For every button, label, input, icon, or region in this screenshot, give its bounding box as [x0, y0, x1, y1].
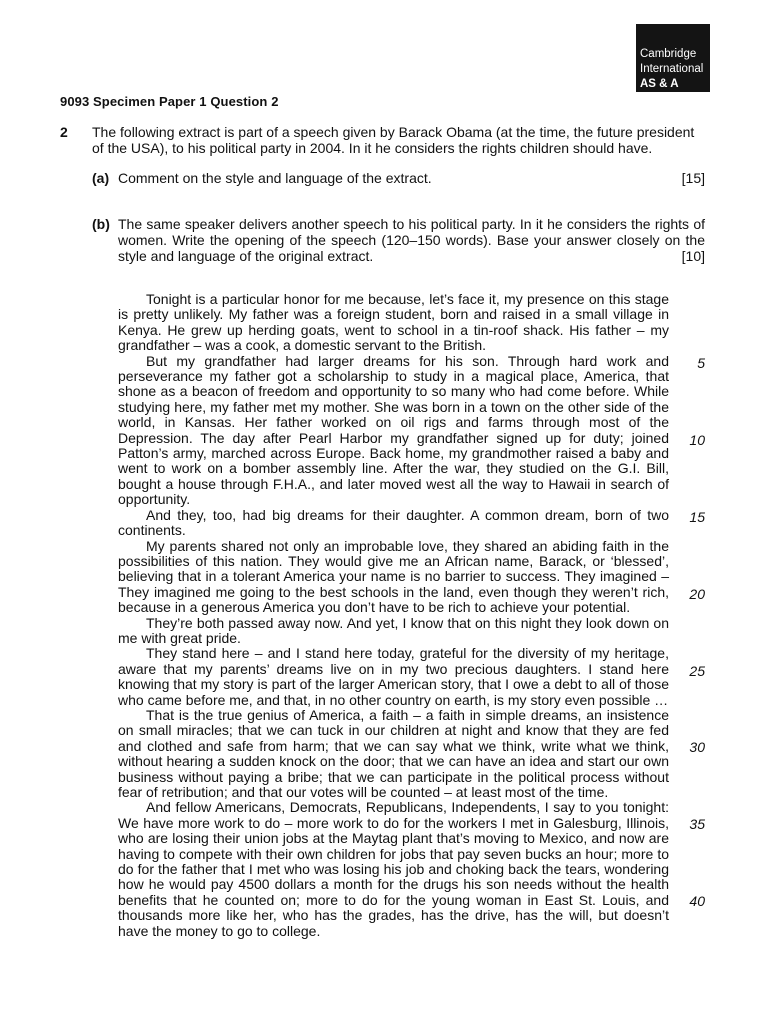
part-a-text: Comment on the style and language of the extract. [118, 170, 432, 186]
line-numbers [680, 0, 710, 1024]
question-number: 2 [60, 124, 68, 140]
part-b-text: The same speaker delivers another speech to his political party. In it he considers the rights of women. Write the opening of the speech (120–150 words). Base your answer closely on the style and language of the original extract. [118, 216, 705, 264]
extract-paragraph: But my grandfather had larger dreams for his son. Through hard work and perseverance my father got a scholarship to study in a magical place, America, that shone as a beacon of freedom and opportunity to so many who had come before. While studying here, my father met my mother. She was born in a town on the other side of the world, in Kansas. Her father worked on oil rigs and farms through most of the Depression. The day after Pearl Harbor my grandfather signed up for duty; joined Patton’s army, marched across Europe. Back home, my grandmother raised a baby and went to work on a bomber assembly line. After the war, they studied on the G.I. Bill, bought a house through F.H.A., and later moved west all the way to Hawaii in search of opportunity. [118, 352, 669, 508]
extract-paragraph: Tonight is a particular honor for me because, let’s face it, my presence on this stage is pretty unlikely. My father was a foreign student, born and raised in a small village in Kenya. He grew up herding goats, went to school in a tin-roof shack. His father – my grandfather – was a cook, a domestic servant to the British. [118, 291, 669, 354]
part-b-label: (b) [92, 216, 110, 232]
extract-paragraph: They’re both passed away now. And yet, I know that on this night they look down on me with great pride. [118, 614, 669, 646]
part-a-marks: [15] [681, 170, 705, 186]
line-number: 20 [689, 586, 705, 602]
logo-line-3: AS & A Level [640, 78, 679, 105]
line-number: 40 [689, 893, 705, 909]
page-header: 9093 Specimen Paper 1 Question 2 [60, 94, 279, 109]
part-b-marks: [10] [681, 248, 705, 264]
line-number: 5 [697, 355, 705, 371]
logo-line-2: International [640, 63, 704, 75]
part-a-label: (a) [92, 170, 110, 186]
question-part-b [92, 216, 705, 264]
extract-paragraph: My parents shared not only an improbable love, they shared an abiding faith in the possibilities of this nation. They would give me an African name, Barack, or ‘blessed’, believing that in a tolerant America your name is no barrier to success. They imagined – They imagined me going to the best schools in the land, even though they weren’t rich, because in a generous America you don’t have to be rich to achieve your potential. [118, 537, 669, 616]
line-number: 10 [689, 432, 705, 448]
extract-paragraph: And they, too, had big dreams for their daughter. A common dream, born of two continents. [118, 506, 669, 539]
line-number: 15 [689, 509, 705, 525]
extract-paragraph: They stand here – and I stand here today, grateful for the diversity of my heritage, aware that my parents’ dreams live on in my two precious daughters. I stand here knowing that my story is part of the larger American story, that I owe a debt to all of those who came before me, and that, in no other country on earth, is my story even possible … [118, 645, 669, 708]
extract-paragraph: That is the true genius of America, a faith – a faith in simple dreams, an insistence on small miracles; that we can tuck in our children at night and know that they are fed and clothed and safe from harm; that we can say what we think, write what we think, without hearing a sudden knock on the door; that we can have an idea and start our own business without paying a bribe; that we can participate in the political process without fear of retribution; and that our votes will be counted – at least most of the time. [118, 706, 669, 800]
line-number: 30 [689, 739, 705, 755]
question-intro: The following extract is part of a speech given by Barack Obama (at the time, the future president of the USA), to his political party in 2004. In it he considers the rights children should have. [92, 124, 695, 156]
speech-extract [118, 292, 669, 939]
logo-line-1: Cambridge [640, 48, 697, 60]
line-number: 35 [689, 816, 705, 832]
line-number: 25 [689, 663, 705, 679]
question-part-a [92, 170, 705, 186]
extract-paragraph: And fellow Americans, Democrats, Republicans, Independents, I say to you tonight: We have more work to do – more work to do for the workers I met in Galesburg, Illinois, who are losing their union jobs at the Maytag plant that’s moving to Mexico, and now are having to compete with their own children for jobs that pay seven bucks an hour; more to do for the father that I met who was losing his job and choking back the tears, wondering how he would pay 4500 dollars a month for the drugs his son needs without the health benefits that he counted on; more to do for the young woman in East St. Louis, and thousands more like her, who has the grades, has the drive, has the will, but doesn’t have the money to go to college. [118, 799, 669, 939]
